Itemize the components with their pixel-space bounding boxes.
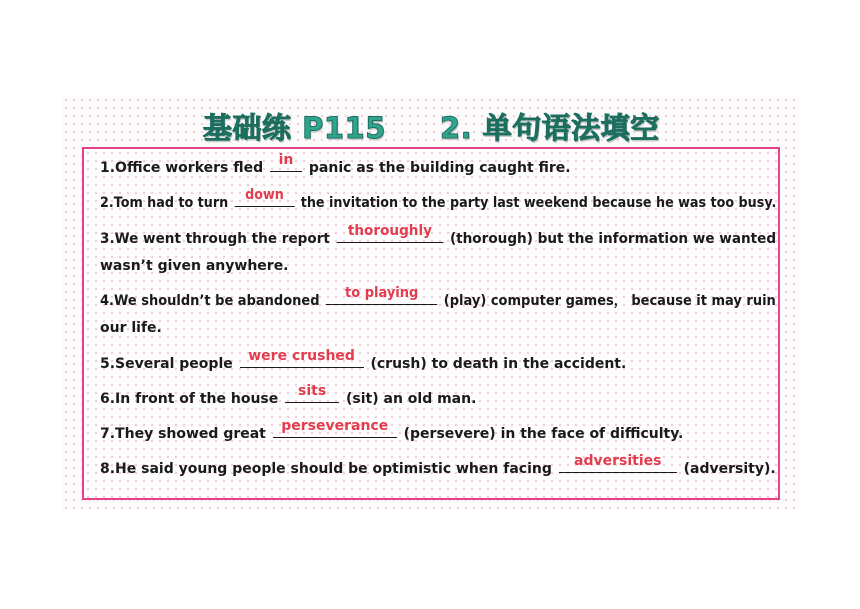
item-5-before: 5.Several people bbox=[100, 356, 238, 372]
heading-workbook-page: 基础练 P115 bbox=[203, 111, 386, 145]
exercise-item-7 bbox=[100, 418, 684, 447]
item-7-blank bbox=[273, 418, 397, 438]
item-4-answer: to playing bbox=[345, 285, 419, 301]
item-5-after: (crush) to death in the accident. bbox=[365, 356, 627, 372]
item-2-answer: down bbox=[245, 187, 284, 203]
item-1-after: panic as the building caught fire. bbox=[304, 160, 571, 176]
exercise-item-5 bbox=[100, 348, 627, 377]
exercise-item-3-continued: wasn’t given anywhere. bbox=[100, 258, 289, 274]
exercise-item-8 bbox=[100, 453, 776, 482]
exercise-item-4 bbox=[100, 285, 776, 314]
item-6-answer: sits bbox=[298, 383, 327, 399]
item-1-blank bbox=[270, 152, 302, 172]
item-8-blank bbox=[559, 453, 677, 473]
item-3-after: (thorough) but the information we wanted bbox=[445, 231, 777, 247]
item-1-before: 1.Office workers fled bbox=[100, 160, 269, 176]
heading-exercise-title: 2. 单句语法填空 bbox=[440, 111, 660, 145]
item-4-after: (play) computer games， because it may ruin bbox=[439, 293, 776, 309]
exercise-item-6 bbox=[100, 383, 477, 412]
item-2-before: 2.Tom had to turn bbox=[100, 195, 233, 211]
item-7-answer: perseverance bbox=[281, 418, 389, 434]
exercise-item-2 bbox=[100, 187, 777, 216]
item-5-blank bbox=[240, 348, 364, 368]
item-8-answer: adversities bbox=[574, 453, 662, 469]
item-4-blank bbox=[326, 285, 437, 305]
item-1-answer: in bbox=[278, 152, 294, 168]
item-6-before: 6.In front of the house bbox=[100, 391, 284, 407]
item-7-before: 7.They showed great bbox=[100, 426, 271, 442]
item-7-after: (persevere) in the face of difficulty. bbox=[398, 426, 684, 442]
item-6-after: (sit) an old man. bbox=[341, 391, 477, 407]
item-8-before: 8.He said young people should be optimistic when facing bbox=[100, 461, 557, 477]
exercise-item-3 bbox=[100, 223, 777, 252]
exercise-item-1 bbox=[100, 152, 571, 181]
item-4-before: 4.We shouldn’t be abandoned bbox=[100, 293, 325, 309]
item-3-blank bbox=[337, 223, 444, 243]
item-2-blank bbox=[234, 187, 294, 207]
item-2-after: the invitation to the party last weekend because he was too busy. bbox=[296, 195, 777, 211]
exercise-item-4-continued: our life. bbox=[100, 320, 162, 336]
item-6-blank bbox=[285, 383, 339, 403]
item-5-answer: were crushed bbox=[248, 348, 355, 364]
item-3-before: 3.We went through the report bbox=[100, 231, 335, 247]
item-8-after: (adversity). bbox=[678, 461, 776, 477]
item-3-answer: thoroughly bbox=[347, 223, 432, 239]
